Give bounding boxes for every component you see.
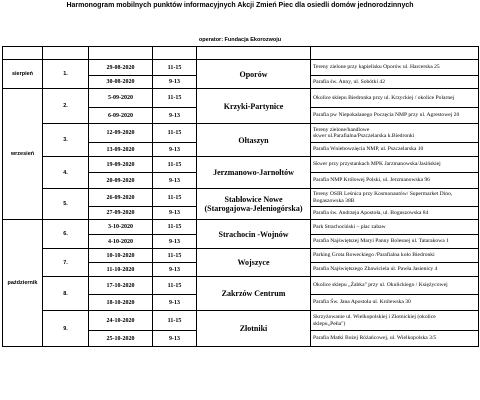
location-name: Złotniki <box>197 311 311 347</box>
visit-date: 18-10-2020 <box>89 295 153 311</box>
table-row <box>3 60 479 76</box>
visit-date: 26-09-2020 <box>89 189 153 207</box>
row-number: 7. <box>43 249 89 277</box>
visit-place: Tereny zielone/handlowe skwer ul.Parafialna/Pszczelarska k.Biedronki <box>311 124 479 143</box>
visit-place: Parafia pw Niepokalanego Poczęcia NMP przy ul. Agrestowej 20 <box>311 108 479 124</box>
visit-hours: 11-15 <box>153 311 197 331</box>
row-number: 8. <box>43 277 89 311</box>
table-row <box>3 249 479 263</box>
location-name: Wojszyce <box>197 249 311 277</box>
visit-hours: 11-15 <box>153 157 197 173</box>
visit-date: 24-10-2020 <box>89 311 153 331</box>
visit-hours: 11-15 <box>153 249 197 263</box>
visit-place: Parafia Św. Jana Apostoła ul. Królewska 30 <box>311 295 479 311</box>
visit-place: Parafia św. Andrzeja Apostoła, ul. Boguszowska 84 <box>311 207 479 220</box>
operator-label: operator: Fundacja Ekorozwoju <box>198 37 282 43</box>
table-row <box>3 89 479 108</box>
visit-place: Tereny zielone przy kąpielisku Oporów ul. Harcerska 25 <box>311 60 479 76</box>
visit-date: 29-08-2020 <box>89 60 153 76</box>
location-name: Krzyki-Partynice <box>197 89 311 124</box>
visit-place: Tereny OSIR Leśnica przy Kosmonautów/ Supermarket Dino, Bogaszowska 38B <box>311 189 479 207</box>
visit-hours: 11-15 <box>153 220 197 235</box>
location-name: Oporów <box>197 60 311 89</box>
visit-hours: 9-13 <box>153 207 197 220</box>
visit-date: 11-10-2020 <box>89 263 153 277</box>
visit-place: Parafia św. Anny, ul. Sobótki 42 <box>311 76 479 89</box>
row-number: 2. <box>43 89 89 124</box>
visit-place: Parafia Wniebowzięcia NMP, ul. Pszczelarska 10 <box>311 143 479 157</box>
visit-date: 4-10-2020 <box>89 235 153 249</box>
visit-hours: 9-13 <box>153 143 197 157</box>
visit-hours: 9-13 <box>153 331 197 347</box>
table-row <box>3 124 479 143</box>
visit-date: 6-09-2020 <box>89 108 153 124</box>
table-header-row <box>3 47 479 60</box>
visit-hours: 9-13 <box>153 235 197 249</box>
table-row <box>3 189 479 207</box>
visit-place: Parafia NMP Królowej Polski, ul. Jerzmanowska 96 <box>311 173 479 189</box>
visit-hours: 11-15 <box>153 89 197 108</box>
visit-date: 30-08-2020 <box>89 76 153 89</box>
visit-place: Okolice sklepu Biedronka przy ul. Krzyckiej / okolice Polarnej <box>311 89 479 108</box>
row-number: 3. <box>43 124 89 157</box>
location-name: Zakrzów Centrum <box>197 277 311 311</box>
visit-date: 20-09-2020 <box>89 173 153 189</box>
visit-hours: 11-15 <box>153 60 197 76</box>
table-row <box>3 311 479 331</box>
month-cell: październik <box>3 220 43 347</box>
location-name: Jerzmanowo-Jarnołtów <box>197 157 311 189</box>
visit-date: 5-09-2020 <box>89 89 153 108</box>
table-row <box>3 157 479 173</box>
table-row <box>3 277 479 295</box>
row-number: 9. <box>43 311 89 347</box>
row-number: 5. <box>43 189 89 220</box>
visit-place: Okolice sklepu „Żabka" przy ul. Okulickiego / Księżycowej <box>311 277 479 295</box>
visit-date: 25-10-2020 <box>89 331 153 347</box>
visit-date: 3-10-2020 <box>89 220 153 235</box>
visit-place: Parafia Najświętszego Zbawiciela ul. Pawła Jasienicy 4 <box>311 263 479 277</box>
visit-place: Skwer przy przystankach MPK Jarzmanowska/Jasińskiej <box>311 157 479 173</box>
visit-place: Skrzyżowanie ul. Wielkopolskiej i Złotnickiej (okolice sklepu„Pełia") <box>311 311 479 331</box>
month-cell: wrzesień <box>3 89 43 220</box>
row-number: 1. <box>43 60 89 89</box>
visit-hours: 9-13 <box>153 295 197 311</box>
visit-place: Parking Grota Roweckiego /Parafialna koło Biedronki <box>311 249 479 263</box>
visit-date: 17-10-2020 <box>89 277 153 295</box>
visit-place: Park Strachociński – plac zabaw <box>311 220 479 235</box>
page-title: Harmonogram mobilnych punktów informacyjnych Akcji Zmień Piec dla osiedli domów jednorodzinnych <box>66 2 414 9</box>
visit-hours: 9-13 <box>153 263 197 277</box>
location-name: Ołtaszyn <box>197 124 311 157</box>
visit-hours: 11-15 <box>153 189 197 207</box>
visit-hours: 11-15 <box>153 124 197 143</box>
month-cell: sierpień <box>3 60 43 89</box>
visit-place: Parafia Najświętszej Maryi Panny Bolesnej ul. Tatarakowa 1 <box>311 235 479 249</box>
visit-hours: 11-15 <box>153 277 197 295</box>
visit-hours: 9-13 <box>153 108 197 124</box>
row-number: 6. <box>43 220 89 249</box>
schedule-table <box>2 46 479 347</box>
visit-date: 27-09-2020 <box>89 207 153 220</box>
visit-hours: 9-13 <box>153 76 197 89</box>
visit-place: Parafia Matki Bożej Różańcowej, ul. Wielkopolska 3/5 <box>311 331 479 347</box>
visit-date: 13-09-2020 <box>89 143 153 157</box>
visit-date: 12-09-2020 <box>89 124 153 143</box>
row-number: 4. <box>43 157 89 189</box>
visit-hours: 9-13 <box>153 173 197 189</box>
table-row <box>3 220 479 235</box>
location-name: Stabłowice Nowe (Starogajowa-Jeleniogórska) <box>197 189 311 220</box>
visit-date: 19-09-2020 <box>89 157 153 173</box>
location-name: Strachocin -Wojnów <box>197 220 311 249</box>
visit-date: 10-10-2020 <box>89 249 153 263</box>
